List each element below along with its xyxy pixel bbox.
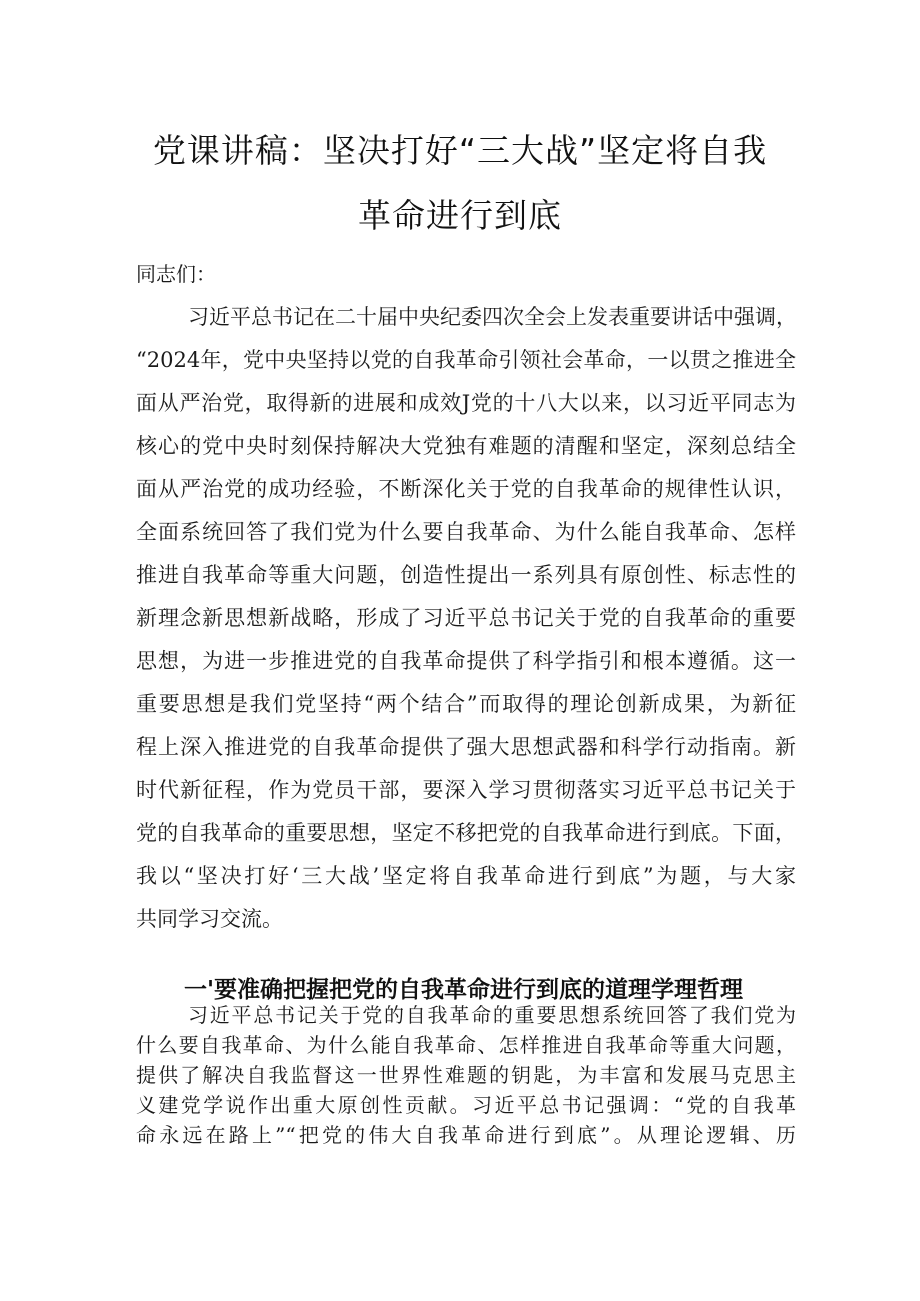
- paragraph-line: 命永远在路上”“把党的伟大自我革命进行到底”。从理论逻辑、历: [136, 1123, 796, 1147]
- paragraph-line: 共同学习交流。: [136, 907, 283, 931]
- paragraph-line: 重要思想是我们党坚持“两个结合”而取得的理论创新成果，为新征: [136, 692, 796, 716]
- paragraph-line: 习近平总书记关于党的自我革命的重要思想系统回答了我们党为: [188, 1003, 796, 1027]
- salutation: 同志们：: [136, 262, 216, 286]
- paragraph-line: 程上深入推进党的自我革命提供了强大思想武器和科学行动指南。新: [136, 735, 796, 759]
- paragraph-line: 我以“坚决打好‘三大战’坚定将自我革命进行到底”为题，与大家: [136, 864, 796, 888]
- paragraph-line: 核心的党中央时刻保持解决大党独有难题的清醒和坚定，深刻总结全: [136, 434, 796, 458]
- document-title-line-1: 党课讲稿：坚决打好“三大战”坚定将自我: [152, 131, 768, 170]
- paragraph-line: 推进自我革命等重大问题，创造性提出一系列具有原创性、标志性的: [136, 563, 796, 587]
- paragraph-line: 思想，为进一步推进党的自我革命提供了科学指引和根本遵循。这一: [136, 649, 796, 673]
- paragraph-line: 新理念新思想新战略，形成了习近平总书记关于党的自我革命的重要: [136, 606, 796, 630]
- paragraph-line: 什么要自我革命、为什么能自我革命、怎样推进自我革命等重大问题，: [136, 1033, 796, 1057]
- paragraph-line: 面从严治党，取得新的进展和成效J党的十八大以来，以习近平同志为: [136, 391, 796, 415]
- paragraph-line: 义建党学说作出重大原创性贡献。习近平总书记强调：“党的自我革: [136, 1093, 796, 1117]
- paragraph-line: 提供了解决自我监督这一世界性难题的钥匙，为丰富和发展马克思主: [136, 1063, 796, 1087]
- section-heading: 一'要准确把握把党的自我革命进行到底的道理学理哲理: [184, 977, 744, 1004]
- paragraph-line: 习近平总书记在二十届中央纪委四次全会上发表重要讲话中强调，: [188, 305, 797, 329]
- paragraph-line: “2024年，党中央坚持以党的自我革命引领社会革命，一以贯之推进全: [136, 348, 796, 372]
- paragraph-line: 面从严治党的成功经验，不断深化关于党的自我革命的规律性认识，: [136, 477, 796, 501]
- document-title-line-2: 革命进行到底: [358, 196, 562, 235]
- paragraph-line: 全面系统回答了我们党为什么要自我革命、为什么能自我革命、怎样: [136, 520, 796, 544]
- paragraph-line: 时代新征程，作为党员干部，要深入学习贯彻落实习近平总书记关于: [136, 778, 796, 802]
- paragraph-line: 党的自我革命的重要思想，坚定不移把党的自我革命进行到底。下面，: [136, 821, 796, 845]
